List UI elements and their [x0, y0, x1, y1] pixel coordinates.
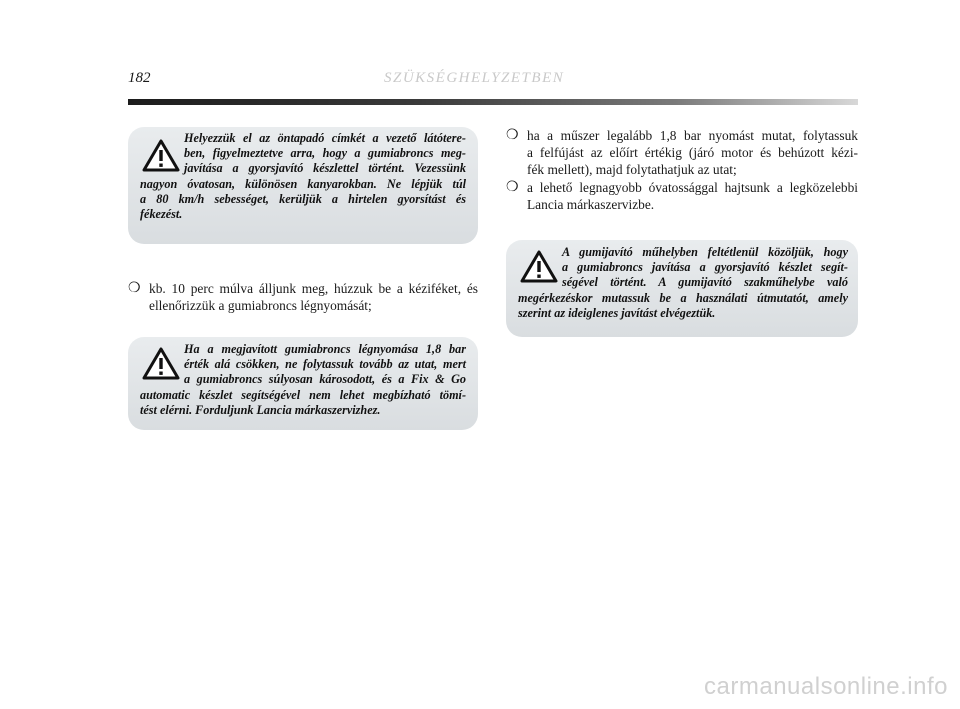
- warning-text: Ha a megjavított gumiabroncs légnyomása 1,8 bar érték alá csökken, ne folytassuk tovább az utat, mert a gumiabroncs súlyosan károsodott, és a Fix & Go automatic készlet segítségével nem lehet megbízható tömí- tést elérni. Forduljunk Lancia márkaszervizhez.: [140, 342, 466, 417]
- page-number: 182: [128, 70, 151, 86]
- bullet-icon: ❍: [128, 281, 141, 296]
- warning-text: Helyezzük el az öntapadó címkét a vezető látótere- ben, figyelmeztetve arra, hogy a gumiabroncs meg- javítása a gyorsjavító készlettel történt. Vezessünk nagyon óvatosan, különösen kanyarokban. Ne lépjük túl a 80 km/h sebességet, kerüljük a hirtelen gyorsítást és fékezést.: [140, 131, 466, 222]
- header-rule: [128, 99, 858, 105]
- list-item: ❍ kb. 10 perc múlva álljunk meg, húzzuk be a kéziféket, és ellenőrizzük a gumiabroncs légnyomását;: [128, 281, 478, 313]
- bullet-icon: ❍: [506, 128, 519, 143]
- warning-text: A gumijavító műhelyben feltétlenül közöljük, hogy a gumiabroncs javítása a gyorsjavító készlet segít- ségével történt. A gumijavító szakműhelybe való megérkezéskor mutassuk be a használati útmutatót, amely szerint az ideiglenes javítást elvégeztük.: [518, 245, 848, 320]
- watermark: carmanualsonline.info: [704, 673, 948, 700]
- warning-box-low-pressure: [128, 337, 478, 430]
- bullet-icon: ❍: [506, 180, 519, 195]
- warning-box-vehicle-label: [128, 127, 478, 244]
- list-item: ❍ a lehető legnagyobb óvatossággal hajtsunk a legközelebbi Lancia márkaszervizbe.: [506, 180, 858, 212]
- section-title: SZÜKSÉGHELYZETBEN: [384, 70, 565, 86]
- warning-box-repair-shop: [506, 240, 858, 337]
- list-item: ❍ ha a műszer legalább 1,8 bar nyomást mutat, folytassuk a felfújást az előírt értékig (járó motor és behúzott kézi- fék mellett), majd folytathatjuk az utat;: [506, 128, 858, 177]
